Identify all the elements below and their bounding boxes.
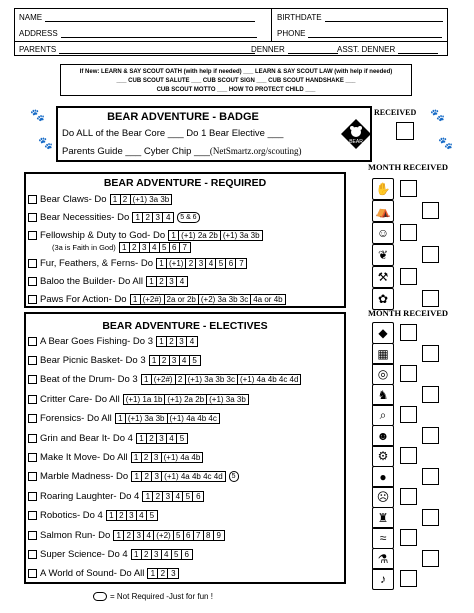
adventure-checkbox[interactable] bbox=[28, 356, 37, 365]
requirement-box[interactable]: 5 bbox=[192, 355, 197, 365]
requirement-boxes bbox=[141, 374, 302, 385]
requirement-box[interactable]: 4 bbox=[173, 492, 183, 501]
clown-icon: ☻ bbox=[372, 425, 394, 447]
requirement-box[interactable]: 1 bbox=[132, 453, 142, 462]
requirement-boxes bbox=[123, 394, 249, 405]
requirement-box[interactable]: 1 bbox=[148, 569, 158, 578]
requirement-box[interactable]: 4 bbox=[180, 356, 190, 365]
adventure-label: Super Science- Do 4 bbox=[40, 548, 128, 560]
requirement-box[interactable]: 2 bbox=[142, 550, 152, 559]
requirement-box[interactable]: 1 bbox=[157, 259, 167, 268]
month-received-box[interactable] bbox=[400, 570, 417, 587]
drum-icon: ◎ bbox=[372, 363, 394, 385]
requirement-box[interactable]: 5 bbox=[174, 531, 184, 540]
electives-adventure-row bbox=[28, 431, 188, 445]
required-adventure-row bbox=[28, 192, 172, 206]
leaf-icon: ❦ bbox=[372, 244, 394, 266]
adventure-label: Paws For Action- Do bbox=[40, 293, 127, 305]
requirement-box[interactable]: (+1) 4a 4b 4c bbox=[169, 414, 217, 424]
requirement-box[interactable]: (+1) 2a 2b bbox=[179, 231, 221, 240]
adventure-label: Bear Picnic Basket- Do 3 bbox=[40, 354, 146, 366]
requirement-box[interactable]: 2 bbox=[186, 259, 196, 268]
basket-icon: ▦ bbox=[372, 343, 394, 365]
electives-adventure-row bbox=[28, 567, 179, 581]
denner-field[interactable]: DENNER bbox=[247, 45, 338, 54]
claw-icon: ✋ bbox=[372, 178, 394, 200]
requirement-boxes bbox=[115, 413, 220, 424]
requirement-box[interactable]: 1 bbox=[137, 434, 147, 443]
month-received-box[interactable] bbox=[400, 406, 417, 423]
requirement-box[interactable]: (+2#) bbox=[152, 375, 176, 384]
adventure-checkbox[interactable] bbox=[28, 337, 37, 346]
electives-adventure-row bbox=[28, 489, 204, 503]
gear-icon: ⚙ bbox=[372, 445, 394, 467]
requirement-box[interactable]: 3 bbox=[196, 259, 206, 268]
adventure-checkbox[interactable] bbox=[28, 295, 37, 304]
faith-requirement-box[interactable]: 5 bbox=[160, 243, 170, 252]
adventure-label: Roaring Laughter- Do 4 bbox=[40, 490, 140, 502]
required-adventure-row bbox=[28, 256, 247, 270]
adventure-checkbox[interactable] bbox=[28, 472, 37, 481]
adventure-label: Bear Necessities- Do bbox=[40, 211, 130, 223]
required-section: BEAR ADVENTURE - REQUIRED bbox=[24, 172, 346, 308]
adventure-label: Fur, Feathers, & Ferns- Do bbox=[40, 257, 153, 269]
dog-icon: ♞ bbox=[372, 384, 394, 406]
paw-print-icon: 🐾 bbox=[438, 136, 453, 150]
requirement-box[interactable]: 8 bbox=[204, 531, 214, 540]
requirement-box[interactable]: 1 bbox=[107, 511, 117, 520]
requirement-box[interactable]: 3 bbox=[157, 434, 167, 443]
electives-adventure-row bbox=[28, 392, 249, 406]
requirement-box[interactable]: (+1) 3a 3b bbox=[222, 230, 260, 240]
requirement-box[interactable]: 1 bbox=[157, 337, 167, 346]
adventure-label: Critter Care- Do All bbox=[40, 393, 120, 405]
month-received-box[interactable] bbox=[400, 529, 417, 546]
requirement-boxes bbox=[130, 294, 286, 305]
requirement-box[interactable]: 9 bbox=[216, 530, 221, 540]
adventure-label: Bear Claws- Do bbox=[40, 193, 107, 205]
requirement-box[interactable]: 5 bbox=[216, 259, 226, 268]
month-received-box[interactable] bbox=[400, 447, 417, 464]
electives-adventure-row bbox=[28, 412, 220, 426]
requirement-box[interactable]: 7 bbox=[239, 258, 244, 268]
requirement-box[interactable]: 3 bbox=[170, 356, 180, 365]
badge-title: BEAR ADVENTURE - BADGE bbox=[107, 111, 259, 123]
asst-denner-field[interactable]: ASST. DENNER bbox=[333, 45, 438, 54]
month-received-box[interactable] bbox=[422, 345, 439, 362]
month-received-box[interactable] bbox=[422, 202, 439, 219]
requirement-boxes bbox=[131, 452, 204, 463]
magnifier-icon: ⌕ bbox=[372, 404, 394, 426]
adventure-label: Make It Move- Do All bbox=[40, 451, 128, 463]
footnote: = Not Required -Just for fun ! bbox=[90, 592, 213, 601]
badge-box: BEAR ADVENTURE - BADGE Do ALL of the Bear Core ___ Do 1 Bear Elective ___ Parents Guide ___ Cyber Chip ___(NetSmartz.org/scouting) BEAR bbox=[56, 106, 372, 162]
requirement-box[interactable]: 1 bbox=[169, 231, 179, 240]
requirement-box[interactable]: 6 bbox=[184, 531, 194, 540]
badge-received-box[interactable] bbox=[396, 122, 414, 140]
requirement-boxes bbox=[131, 549, 193, 560]
adventure-label: A World of Sound- Do All bbox=[40, 568, 145, 580]
adventure-checkbox[interactable] bbox=[28, 511, 37, 520]
requirement-box[interactable]: 4 bbox=[179, 276, 185, 286]
faith-requirement-box[interactable]: 4 bbox=[150, 243, 160, 252]
fish-icon: ◆ bbox=[372, 322, 394, 344]
month-received-box[interactable] bbox=[400, 180, 417, 197]
requirement-box[interactable]: 3 bbox=[171, 569, 176, 579]
faith-in-god-note: (3a is Faith in God) 1 2 3 4 5 6 7 bbox=[52, 242, 191, 253]
month-received-box[interactable] bbox=[400, 224, 417, 241]
parents-field[interactable]: PARENTS bbox=[15, 45, 255, 54]
requirement-box[interactable]: 3 bbox=[167, 277, 177, 286]
requirement-box[interactable]: 4 bbox=[206, 259, 216, 268]
requirement-box[interactable]: 1 bbox=[114, 531, 124, 540]
requirement-box[interactable]: 2 bbox=[158, 569, 168, 578]
birthdate-field[interactable]: BIRTHDATE bbox=[273, 13, 443, 22]
requirement-box[interactable]: 5 bbox=[179, 433, 185, 443]
requirement-box[interactable]: 3 bbox=[152, 472, 162, 481]
scout-info-header bbox=[14, 8, 448, 56]
requirement-box[interactable]: 1 bbox=[132, 472, 142, 481]
paw-print-icon: 🐾 bbox=[430, 108, 445, 122]
faith-requirement-box[interactable]: 3 bbox=[140, 243, 150, 252]
requirement-boxes bbox=[136, 433, 188, 444]
faith-requirement-box[interactable]: 1 bbox=[120, 243, 130, 252]
adventure-checkbox[interactable] bbox=[28, 375, 37, 384]
requirement-box[interactable]: 2 bbox=[157, 277, 167, 286]
optional-marker-icon bbox=[93, 592, 107, 601]
month-received-box[interactable] bbox=[422, 386, 439, 403]
electives-adventure-row bbox=[28, 334, 198, 348]
requirement-box[interactable]: 2 bbox=[143, 213, 153, 222]
new-scout-requirements: If New: LEARN & SAY SCOUT OATH (with help if needed) ___ LEARN & SAY SCOUT LAW (with help if needed) ___ CUB SCOUT SALUTE ___ CUB SCOUT SIGN ___ CUB SCOUT HANDSHAKE ___ CUB SCOUT MOTTO ___ HOW TO PROTECT CHILD ___ bbox=[60, 64, 412, 96]
faith-requirement-box[interactable]: 6 bbox=[170, 243, 180, 252]
requirement-box[interactable]: 3 bbox=[152, 550, 162, 559]
music-icon: ♪ bbox=[372, 568, 394, 590]
requirement-boxes bbox=[106, 510, 158, 521]
adventure-checkbox[interactable] bbox=[28, 492, 37, 501]
requirement-box[interactable]: 6 bbox=[196, 491, 201, 501]
optional-requirement[interactable]: 5 & 6 bbox=[177, 212, 199, 223]
requirement-box[interactable]: (+1) 4a 4b bbox=[163, 452, 201, 462]
month-received-box[interactable] bbox=[422, 290, 439, 307]
adventure-checkbox[interactable] bbox=[28, 259, 37, 268]
paw-print-icon: 🐾 bbox=[38, 136, 53, 150]
requirement-box[interactable]: 3 bbox=[134, 531, 144, 540]
salmon-icon: ≈ bbox=[372, 527, 394, 549]
requirement-box[interactable]: 5 bbox=[149, 511, 155, 521]
paw-icon: ✿ bbox=[372, 288, 394, 310]
requirement-box[interactable]: (+1) 2a 2b bbox=[165, 395, 207, 404]
required-adventure-row bbox=[28, 228, 263, 242]
requirement-box[interactable]: 1 bbox=[131, 295, 141, 304]
month-received-box[interactable] bbox=[422, 550, 439, 567]
requirement-boxes bbox=[149, 355, 201, 366]
requirement-box[interactable]: 6 bbox=[184, 549, 189, 559]
month-received-box[interactable] bbox=[400, 324, 417, 341]
requirement-box[interactable]: 4 bbox=[162, 550, 172, 559]
adventure-checkbox[interactable] bbox=[28, 195, 37, 204]
requirement-boxes bbox=[110, 194, 173, 205]
requirement-box[interactable]: 3 bbox=[177, 337, 187, 346]
adventure-label: A Bear Goes Fishing- Do 3 bbox=[40, 335, 153, 347]
requirement-box[interactable]: (+1) 1a 1b bbox=[124, 395, 166, 404]
robot-icon: ♜ bbox=[372, 507, 394, 529]
adventure-checkbox[interactable] bbox=[28, 550, 37, 559]
optional-requirement[interactable]: 5 bbox=[229, 471, 239, 482]
requirement-box[interactable]: 1 bbox=[111, 195, 121, 204]
requirement-box[interactable]: 4 bbox=[167, 434, 177, 443]
adventure-label: Robotics- Do 4 bbox=[40, 510, 103, 522]
requirement-box[interactable]: 1 bbox=[133, 213, 143, 222]
requirement-box[interactable]: 1 bbox=[143, 492, 153, 501]
required-adventure-row bbox=[28, 274, 188, 288]
requirement-box[interactable]: 2 bbox=[147, 434, 157, 443]
adventure-label: Grin and Bear It- Do 4 bbox=[40, 432, 133, 444]
requirement-box[interactable]: 2a or 2b bbox=[165, 295, 199, 304]
electives-adventure-row bbox=[28, 509, 158, 523]
requirement-boxes bbox=[156, 258, 247, 269]
requirement-box[interactable]: 4 bbox=[166, 212, 171, 222]
adventure-checkbox[interactable] bbox=[28, 213, 37, 222]
requirement-box[interactable]: 1 bbox=[150, 356, 160, 365]
requirement-box[interactable]: 3 bbox=[153, 213, 163, 222]
flask-icon: ⚗ bbox=[372, 548, 394, 570]
required-adventure-row bbox=[28, 292, 286, 306]
month-received-box[interactable] bbox=[422, 509, 439, 526]
electives-adventure-row bbox=[28, 353, 201, 367]
requirement-box[interactable]: 2 bbox=[121, 195, 131, 204]
requirement-box[interactable]: 1 bbox=[116, 414, 126, 423]
adventure-checkbox[interactable] bbox=[28, 395, 37, 404]
requirement-boxes bbox=[168, 230, 262, 241]
faith-requirement-box[interactable]: 7 bbox=[182, 243, 187, 252]
adventure-label: Salmon Run- Do bbox=[40, 529, 111, 541]
requirement-box[interactable]: 2 bbox=[160, 356, 170, 365]
requirement-boxes bbox=[131, 471, 225, 482]
requirement-box[interactable]: (+1) 3a 3b bbox=[126, 414, 168, 423]
requirement-box[interactable]: (+1) bbox=[167, 259, 186, 268]
requirement-box[interactable]: 2 bbox=[153, 492, 163, 501]
requirement-box[interactable]: (+1) 4a 4b 4c 4d bbox=[164, 472, 223, 482]
electives-adventure-row bbox=[28, 373, 301, 387]
adventure-checkbox[interactable] bbox=[28, 453, 37, 462]
month-received-box[interactable] bbox=[422, 427, 439, 444]
required-adventure-row bbox=[28, 210, 200, 224]
requirement-box[interactable]: 1 bbox=[147, 277, 157, 286]
electives-section: BEAR ADVENTURE - ELECTIVES bbox=[24, 312, 346, 584]
electives-adventure-row bbox=[28, 450, 203, 464]
svg-text:BEAR: BEAR bbox=[349, 139, 363, 145]
requirement-boxes bbox=[113, 530, 224, 541]
requirement-box[interactable]: 4a or 4b bbox=[253, 294, 283, 304]
requirement-box[interactable]: 2 bbox=[124, 531, 134, 540]
adventure-checkbox[interactable] bbox=[28, 434, 37, 443]
electives-adventure-row bbox=[28, 547, 193, 561]
requirement-box[interactable]: (+1) 3a 3b bbox=[209, 394, 246, 404]
people-icon: ☺ bbox=[372, 222, 394, 244]
requirement-box[interactable]: 6 bbox=[226, 259, 236, 268]
hammer-icon: ⚒ bbox=[372, 266, 394, 288]
mask-icon: ☹ bbox=[372, 486, 394, 508]
requirement-box[interactable]: 2 bbox=[142, 472, 152, 481]
paw-print-icon: 🐾 bbox=[30, 108, 45, 122]
adventure-checkbox[interactable] bbox=[28, 277, 37, 286]
requirement-box[interactable]: 2 bbox=[142, 453, 152, 462]
requirement-box[interactable]: 4 bbox=[189, 336, 195, 346]
tent-icon: ⛺ bbox=[372, 200, 394, 222]
adventure-label: Fellowship & Duty to God- Do bbox=[40, 229, 166, 241]
requirement-box[interactable]: (+2) bbox=[154, 531, 173, 540]
marble-icon: ● bbox=[372, 466, 394, 488]
requirement-box[interactable]: 2 bbox=[117, 511, 127, 520]
requirement-box[interactable]: 7 bbox=[194, 531, 204, 540]
month-received-box[interactable] bbox=[400, 268, 417, 285]
requirement-box[interactable]: 3 bbox=[127, 511, 137, 520]
requirement-box[interactable]: 1 bbox=[142, 375, 152, 384]
requirement-boxes bbox=[132, 212, 174, 223]
adventure-checkbox[interactable] bbox=[28, 231, 37, 240]
requirement-box[interactable]: 1 bbox=[132, 550, 142, 559]
requirement-box[interactable]: (+2) 3a 3b 3c bbox=[199, 295, 251, 304]
name-field[interactable]: NAME bbox=[15, 13, 255, 22]
requirement-box[interactable]: 2 bbox=[176, 375, 186, 384]
adventure-label: Beat of the Drum- Do 3 bbox=[40, 374, 138, 386]
requirement-box[interactable]: (+2#) bbox=[141, 295, 165, 304]
requirement-box[interactable]: 3 bbox=[163, 492, 173, 501]
electives-adventure-row bbox=[28, 470, 239, 484]
adventure-checkbox[interactable] bbox=[28, 569, 37, 578]
requirement-box[interactable]: (+1) 3a 3b bbox=[132, 194, 170, 204]
month-received-box[interactable] bbox=[400, 488, 417, 505]
requirement-boxes bbox=[142, 491, 204, 502]
adventure-checkbox[interactable] bbox=[28, 531, 37, 540]
requirement-box[interactable]: (+1) 3a 3b 3c bbox=[186, 375, 238, 384]
adventure-checkbox[interactable] bbox=[28, 414, 37, 423]
month-received-box[interactable] bbox=[400, 365, 417, 382]
month-received-box[interactable] bbox=[422, 468, 439, 485]
electives-adventure-row bbox=[28, 528, 225, 542]
requirement-box[interactable]: 2 bbox=[167, 337, 177, 346]
adventure-label: Marble Madness- Do bbox=[40, 471, 129, 483]
requirement-boxes bbox=[156, 336, 198, 347]
month-received-box[interactable] bbox=[422, 246, 439, 263]
phone-field[interactable]: PHONE bbox=[273, 29, 442, 38]
requirement-box[interactable]: 4 bbox=[144, 531, 154, 540]
requirement-boxes bbox=[146, 276, 188, 287]
adventure-label: Baloo the Builder- Do All bbox=[40, 275, 143, 287]
requirement-box[interactable]: 3 bbox=[152, 453, 162, 462]
bear-rank-logo-icon bbox=[340, 118, 372, 150]
address-field[interactable]: ADDRESS bbox=[15, 29, 257, 38]
adventure-label: Forensics- Do All bbox=[40, 413, 112, 425]
requirement-box[interactable]: (+1) 4a 4b 4c 4d bbox=[239, 375, 299, 385]
requirement-boxes bbox=[147, 568, 179, 579]
requirement-box[interactable]: 4 bbox=[137, 511, 147, 520]
requirement-box[interactable]: 5 bbox=[172, 550, 182, 559]
faith-requirement-box[interactable]: 2 bbox=[130, 243, 140, 252]
requirement-box[interactable]: 5 bbox=[183, 492, 193, 501]
